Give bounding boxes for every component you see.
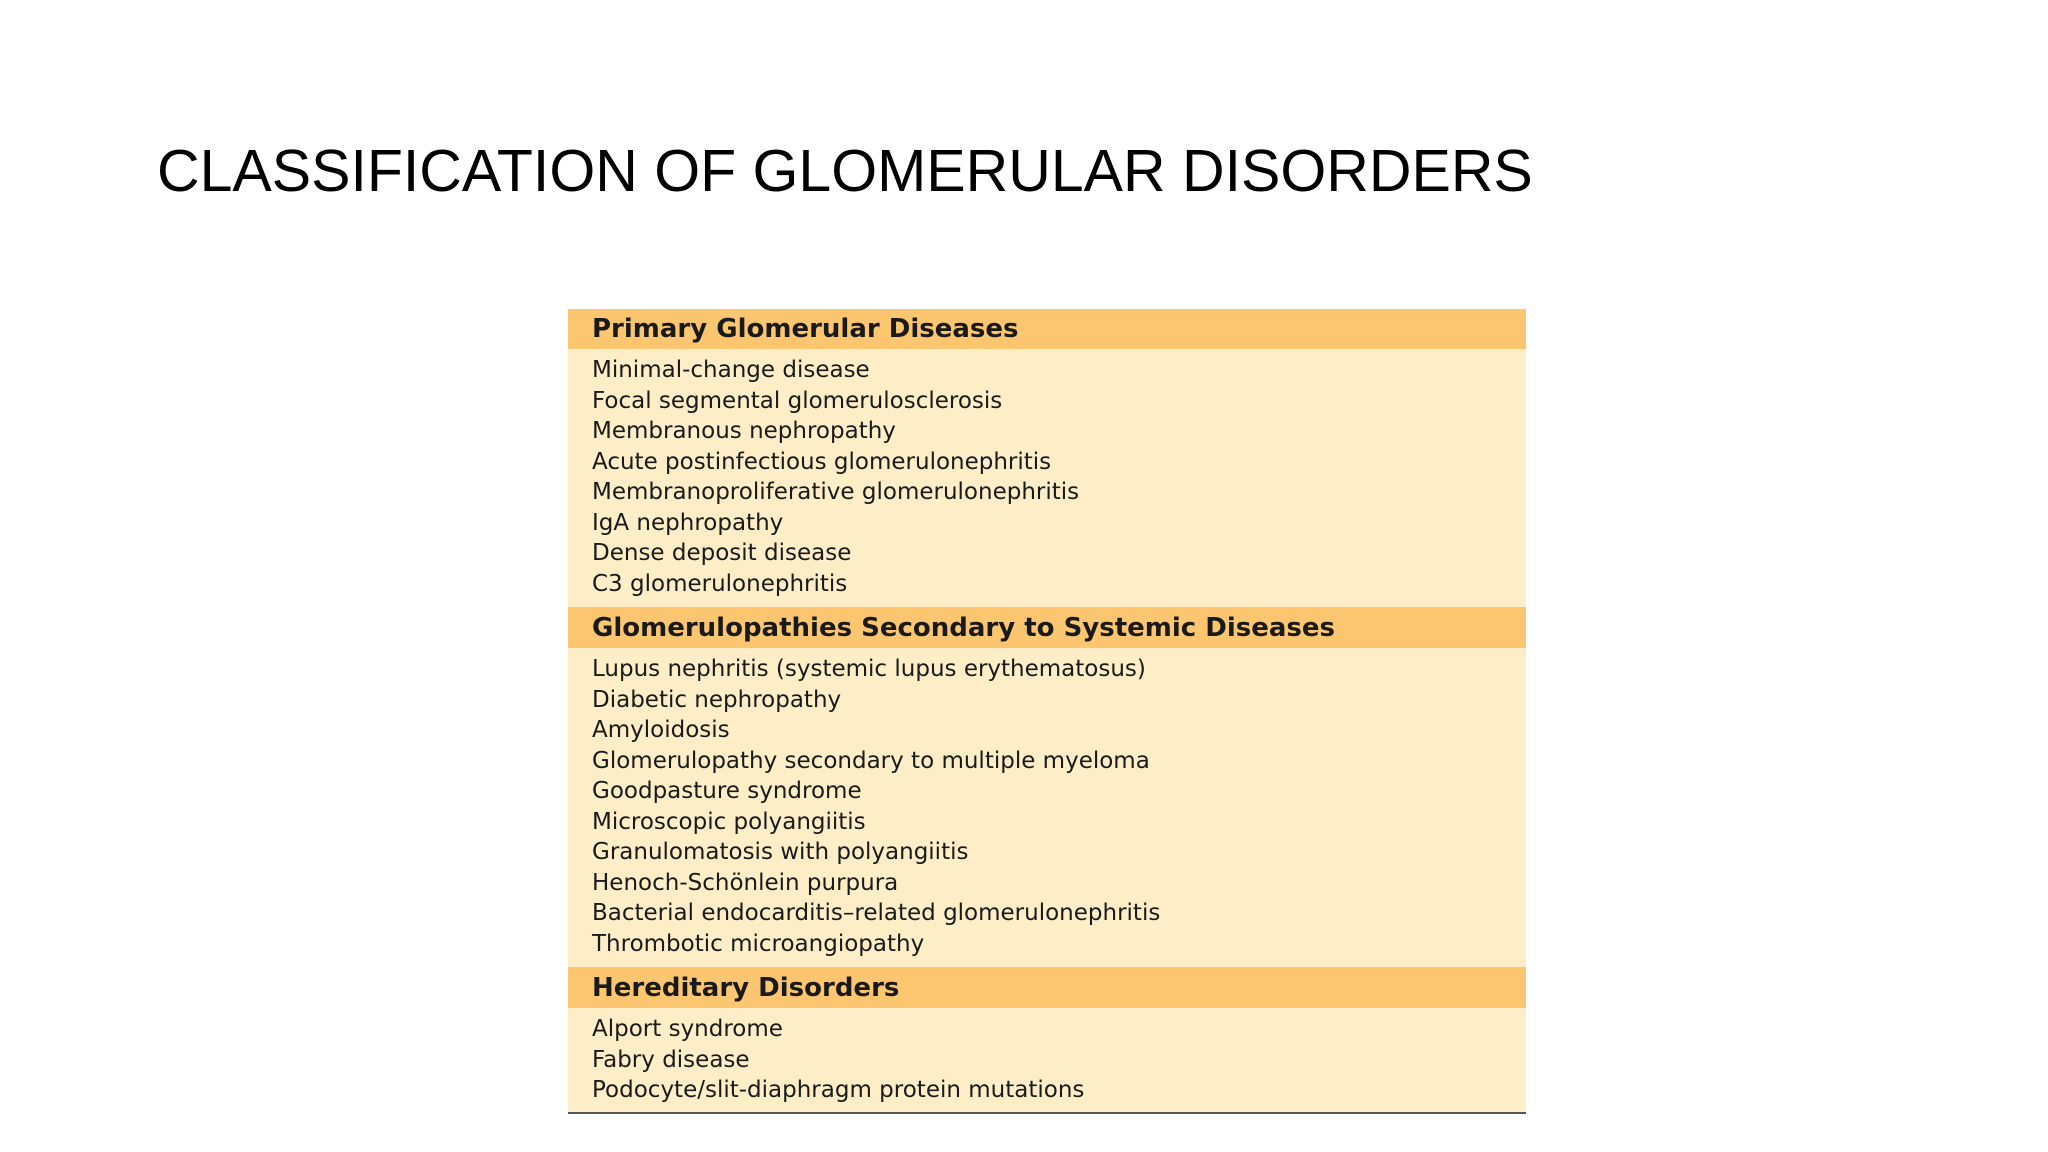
classification-table	[568, 309, 1526, 1114]
list-item: Alport syndrome	[592, 1016, 783, 1042]
section-heading: Hereditary Disorders	[568, 967, 1526, 1008]
list-item: Amyloidosis	[592, 717, 730, 743]
list-item: Fabry disease	[592, 1046, 750, 1073]
list-item: Dense deposit disease	[592, 540, 852, 566]
section-secondary-glomerulopathies	[568, 607, 1526, 967]
list-item: Thrombotic microangiopathy	[592, 930, 925, 957]
list-item: Membranous nephropathy	[592, 418, 896, 444]
section-heading: Primary Glomerular Diseases	[568, 309, 1526, 349]
list-item: C3 glomerulonephritis	[592, 570, 848, 597]
list-item: Henoch-Schönlein purpura	[592, 869, 899, 896]
list-item: IgA nephropathy	[592, 509, 784, 536]
list-item: Podocyte/slit-diaphragm protein mutations	[592, 1077, 1085, 1103]
list-item: Bacterial endocarditis–related glomerulonephritis	[592, 900, 1161, 926]
section-item-list	[568, 1008, 1526, 1112]
list-item: Minimal-change disease	[592, 357, 870, 383]
list-item: Focal segmental glomerulosclerosis	[592, 387, 1003, 414]
section-item-list	[568, 648, 1526, 967]
list-item: Glomerulopathy secondary to multiple myeloma	[592, 747, 1150, 774]
section-primary-glomerular-diseases	[568, 309, 1526, 607]
section-heading: Glomerulopathies Secondary to Systemic Diseases	[568, 607, 1526, 648]
list-item: Lupus nephritis (systemic lupus erythematosus)	[592, 656, 1146, 682]
list-item: Goodpasture syndrome	[592, 778, 862, 804]
slide-title: CLASSIFICATION OF GLOMERULAR DISORDERS	[157, 138, 1533, 204]
section-item-list	[568, 349, 1526, 607]
list-item: Membranoproliferative glomerulonephritis	[592, 479, 1080, 505]
list-item: Microscopic polyangiitis	[592, 808, 866, 835]
list-item: Granulomatosis with polyangiitis	[592, 839, 969, 865]
list-item: Acute postinfectious glomerulonephritis	[592, 448, 1052, 475]
section-hereditary-disorders	[568, 967, 1526, 1112]
list-item: Diabetic nephropathy	[592, 686, 842, 713]
